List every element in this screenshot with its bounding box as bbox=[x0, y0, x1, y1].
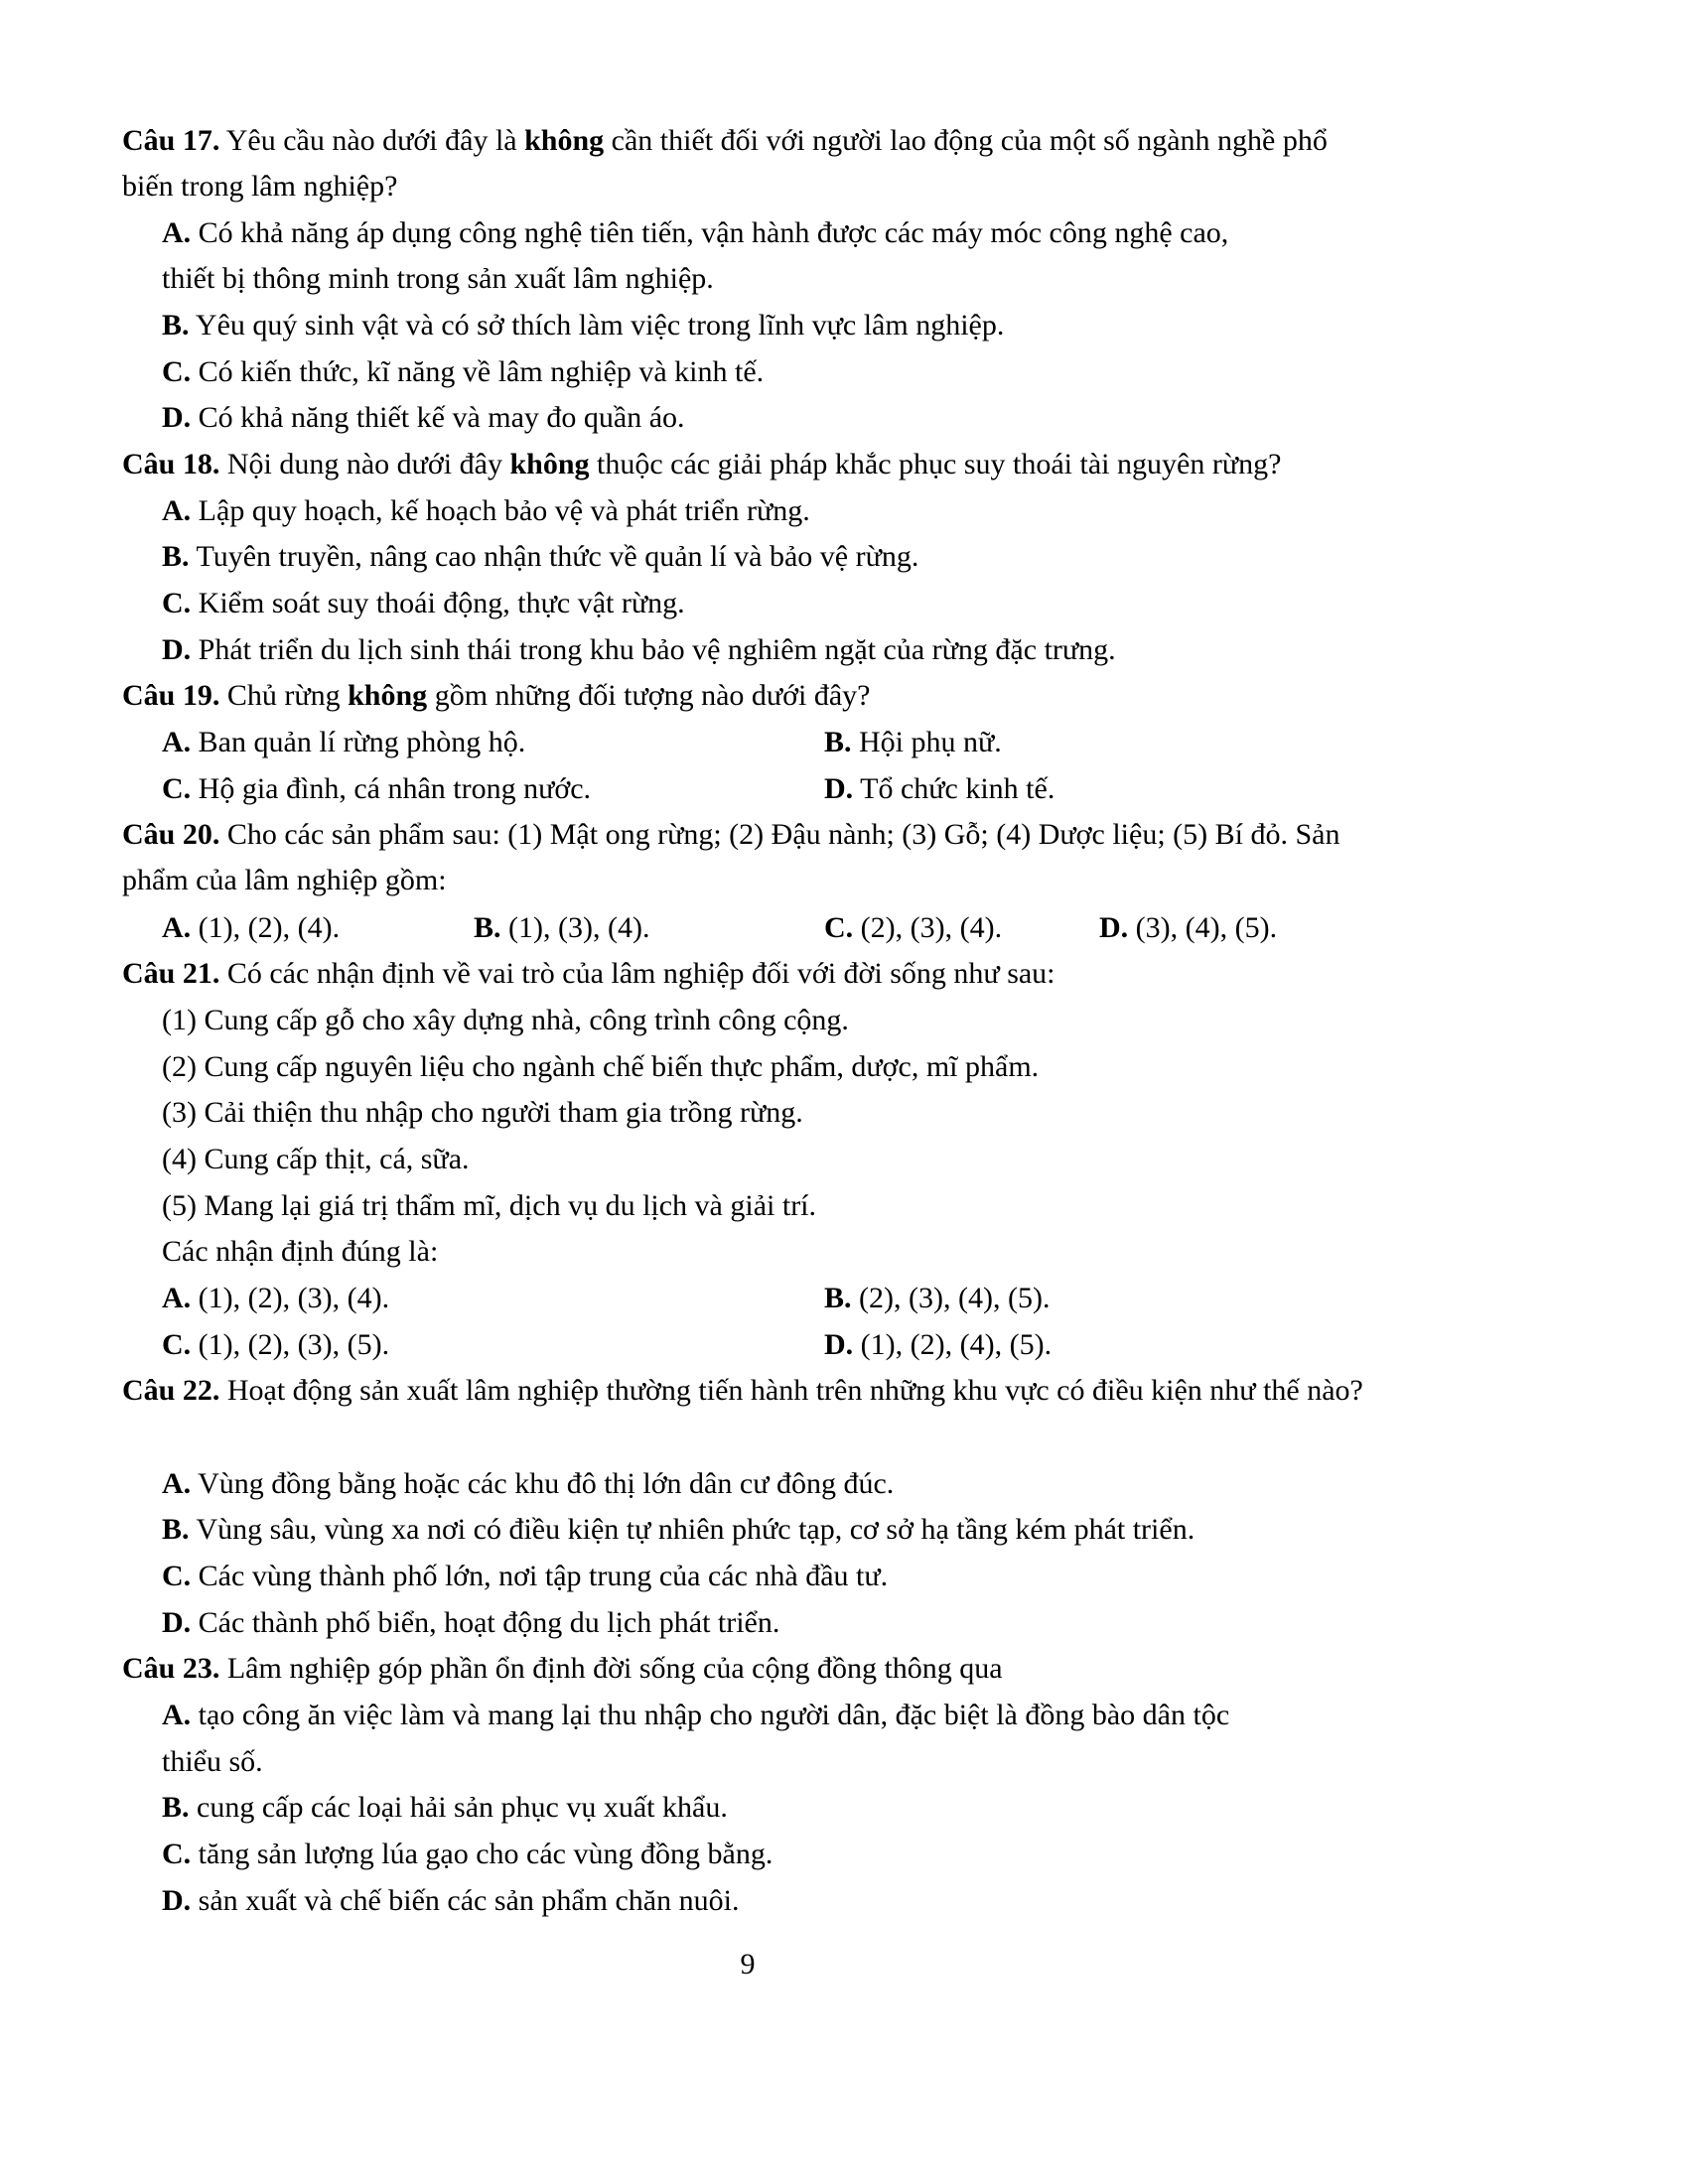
option-d: D. sản xuất và chế biến các sản phẩm chăn nuôi. bbox=[162, 1884, 740, 1917]
statement-3: (3) Cải thiện thu nhập cho người tham gia trồng rừng. bbox=[162, 1096, 803, 1129]
question-18-stem: Câu 18. Nội dung nào dưới đây không thuộc các giải pháp khắc phục suy thoái tài nguyên rừng? bbox=[122, 448, 1282, 480]
option-continuation: thiểu số. bbox=[162, 1745, 263, 1778]
option-a: A. (1), (2), (3), (4). bbox=[162, 1282, 390, 1314]
question-23-stem: Câu 23. Lâm nghiệp góp phần ổn định đời sống của cộng đồng thông qua bbox=[122, 1652, 1003, 1685]
option-c: C. tăng sản lượng lúa gạo cho các vùng đồng bằng. bbox=[162, 1838, 774, 1870]
option-d: D. Phát triển du lịch sinh thái trong khu bảo vệ nghiêm ngặt của rừng đặc trưng. bbox=[162, 633, 1116, 666]
option-b: B. Vùng sâu, vùng xa nơi có điều kiện tự nhiên phức tạp, cơ sở hạ tầng kém phát triển. bbox=[162, 1513, 1196, 1546]
question-number: Câu 17. bbox=[122, 124, 220, 157]
option-d: D. (1), (2), (4), (5). bbox=[824, 1328, 1053, 1361]
option-a: A. (1), (2), (4). bbox=[162, 911, 341, 944]
question-number: Câu 22. bbox=[122, 1374, 220, 1407]
statement-4: (4) Cung cấp thịt, cá, sữa. bbox=[162, 1143, 470, 1175]
option-c: C. (2), (3), (4). bbox=[824, 911, 1003, 944]
question-number: Câu 21. bbox=[122, 957, 220, 990]
question-number: Câu 19. bbox=[122, 679, 220, 712]
option-c: C. Các vùng thành phố lớn, nơi tập trung của các nhà đầu tư. bbox=[162, 1560, 889, 1592]
option-a: A. Lập quy hoạch, kế hoạch bảo vệ và phát triển rừng. bbox=[162, 494, 810, 527]
option-b: B. (2), (3), (4), (5). bbox=[824, 1282, 1051, 1314]
question-number: Câu 18. bbox=[122, 448, 220, 480]
option-d: D. (3), (4), (5). bbox=[1099, 911, 1278, 944]
option-d: D. Tổ chức kinh tế. bbox=[824, 772, 1055, 805]
option-d: D. Các thành phố biển, hoạt động du lịch phát triển. bbox=[162, 1606, 780, 1639]
statement-prompt: Các nhận định đúng là: bbox=[162, 1235, 439, 1268]
page-number: 9 bbox=[740, 1948, 756, 1980]
option-b: B. Tuyên truyền, nâng cao nhận thức về quản lí và bảo vệ rừng. bbox=[162, 540, 919, 573]
option-c: C. Hộ gia đình, cá nhân trong nước. bbox=[162, 772, 592, 805]
statement-1: (1) Cung cấp gỗ cho xây dựng nhà, công trình công cộng. bbox=[162, 1004, 849, 1036]
option-continuation: thiết bị thông minh trong sản xuất lâm nghiệp. bbox=[162, 262, 714, 295]
option-c: C. Kiểm soát suy thoái động, thực vật rừng. bbox=[162, 587, 685, 619]
question-21-stem: Câu 21. Có các nhận định về vai trò của lâm nghiệp đối với đời sống như sau: bbox=[122, 957, 1055, 990]
option-b: B. (1), (3), (4). bbox=[474, 911, 650, 944]
option-a: A. Vùng đồng bằng hoặc các khu đô thị lớn dân cư đông đúc. bbox=[162, 1467, 895, 1500]
statement-2: (2) Cung cấp nguyên liệu cho ngành chế biến thực phẩm, dược, mĩ phẩm. bbox=[162, 1050, 1040, 1083]
option-c: C. Có kiến thức, kĩ năng về lâm nghiệp và kinh tế. bbox=[162, 355, 765, 388]
option-b: B. Hội phụ nữ. bbox=[824, 726, 1002, 758]
option-b: B. cung cấp các loại hải sản phục vụ xuất khẩu. bbox=[162, 1791, 728, 1824]
option-b: B. Yêu quý sinh vật và có sở thích làm việc trong lĩnh vực lâm nghiệp. bbox=[162, 309, 1005, 341]
question-17-stem: Câu 17. Yêu cầu nào dưới đây là không cần thiết đối với người lao động của một số ngành nghề phổ biến trong lâm nghiệp? bbox=[122, 124, 1328, 203]
option-a: A. Ban quản lí rừng phòng hộ. bbox=[162, 726, 526, 758]
question-19-stem: Câu 19. Chủ rừng không gồm những đối tượng nào dưới đây? bbox=[122, 679, 871, 712]
option-c: C. (1), (2), (3), (5). bbox=[162, 1328, 390, 1361]
option-a: A. Có khả năng áp dụng công nghệ tiên tiến, vận hành được các máy móc công nghệ cao, bbox=[162, 216, 1229, 249]
question-number: Câu 20. bbox=[122, 818, 220, 851]
question-20-stem: Câu 20. Cho các sản phẩm sau: (1) Mật ong rừng; (2) Đậu nành; (3) Gỗ; (4) Dược liệu; (5) Bí đỏ. Sản phẩm của lâm nghiệp gồm: bbox=[122, 818, 1340, 896]
statement-5: (5) Mang lại giá trị thẩm mĩ, dịch vụ du lịch và giải trí. bbox=[162, 1189, 817, 1222]
question-number: Câu 23. bbox=[122, 1652, 220, 1685]
question-22-stem: Câu 22. Hoạt động sản xuất lâm nghiệp thường tiến hành trên những khu vực có điều kiện như thế nào? bbox=[122, 1374, 1363, 1407]
option-a: A. tạo công ăn việc làm và mang lại thu nhập cho người dân, đặc biệt là đồng bào dân tộc bbox=[162, 1699, 1230, 1731]
option-d: D. Có khả năng thiết kế và may đo quần áo. bbox=[162, 401, 685, 434]
